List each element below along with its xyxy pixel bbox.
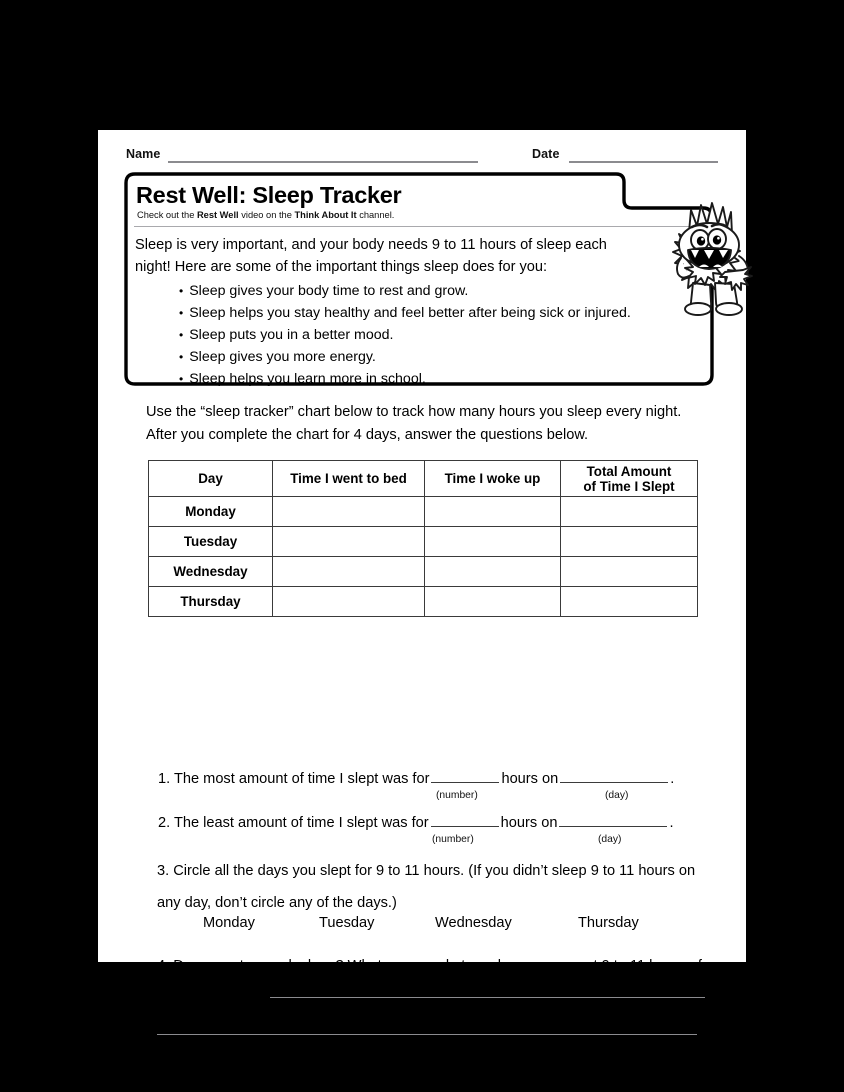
question-2-sublabels [158,835,674,849]
row-day-label: Wednesday [149,557,273,587]
cell-wakeup[interactable] [425,587,561,617]
cell-bedtime[interactable] [273,497,425,527]
q2-part1: 2. The least amount of time I slept was for [158,815,429,831]
subtitle-video-name: Rest Well [196,210,239,220]
list-item: • Sleep gives you more energy. [179,346,709,368]
row-day-label: Monday [149,497,273,527]
q1-day-blank[interactable] [560,782,668,783]
cell-bedtime[interactable] [273,527,425,557]
column-header-day: Day [149,461,273,497]
sleep-tracker-table [148,460,698,617]
q1-part3: . [670,771,675,787]
column-header-total-line2: of Time I Slept [583,478,675,494]
cell-bedtime[interactable] [273,587,425,617]
question-4-answer-line-1[interactable] [270,997,705,998]
worksheet-subtitle [137,210,394,220]
day-option-thursday[interactable]: Thursday [578,915,639,931]
cell-wakeup[interactable] [425,527,561,557]
table-header-row [149,461,698,497]
circle-day-options [203,915,703,937]
question-3-text: 3. Circle all the days you slept for 9 to 11 hours. (If you didn’t sleep 9 to 11 hours on any day, don’t circle any of the days.) [157,863,696,911]
day-option-tuesday[interactable]: Tuesday [319,915,375,931]
intro-callout-box [123,172,724,387]
cell-wakeup[interactable] [425,497,561,527]
q2-number-hint: (number) [432,834,474,845]
q1-part2: hours on [501,771,559,787]
row-day-label: Thursday [149,587,273,617]
name-label: Name [126,147,161,161]
column-header-total-line1: Total Amount [586,463,672,479]
worksheet-title: Rest Well: Sleep Tracker [136,182,402,208]
sleep-benefits-list [179,280,709,390]
q2-day-hint: (day) [598,834,622,845]
q1-number-blank[interactable] [431,782,499,783]
question-1-sublabels [158,791,674,805]
question-4 [157,950,705,1038]
list-item: • Sleep helps you stay healthy and feel better after being sick or injured. [179,302,709,324]
q1-part1: 1. The most amount of time I slept was for [158,771,430,787]
day-option-wednesday[interactable]: Wednesday [435,915,512,931]
cell-total[interactable] [561,557,698,587]
q2-part2: hours on [500,815,558,831]
fuzzy-monster-mascot-icon [655,198,759,318]
question-4-end-period: . [696,1022,701,1038]
row-day-label: Tuesday [149,527,273,557]
question-1-text [158,768,674,791]
list-item: • Sleep helps you learn more in school. [179,368,709,390]
worksheet-page [98,130,746,1038]
cell-total[interactable] [561,587,698,617]
callout-content [123,172,724,387]
question-4-answer-line-2[interactable] [157,1034,697,1035]
column-header-total [561,461,698,497]
callout-divider [134,226,701,227]
question-2 [158,812,674,849]
q1-day-hint: (day) [605,790,629,801]
subtitle-mid: video on the [238,210,295,220]
question-2-text [158,812,674,835]
column-header-wakeup: Time I woke up [425,461,561,497]
name-write-line[interactable] [168,161,478,163]
table-row [149,587,698,617]
table-row [149,497,698,527]
question-1 [158,768,674,805]
question-3 [157,855,702,931]
cell-wakeup[interactable] [425,557,561,587]
cell-total[interactable] [561,497,698,527]
q1-number-hint: (number) [436,790,478,801]
subtitle-channel-name: Think About It [294,210,357,220]
date-write-line[interactable] [569,161,718,163]
q2-day-blank[interactable] [559,826,667,827]
table-row [149,557,698,587]
day-option-monday[interactable]: Monday [203,915,255,931]
column-header-bedtime: Time I went to bed [273,461,425,497]
intro-paragraph: Sleep is very important, and your body needs 9 to 11 hours of sleep each night! Here are some of the important things sleep does for you: [135,237,607,275]
tracker-instructions: Use the “sleep tracker” chart below to track how many hours you sleep every night. After you complete the chart for 4 days, answer the questions below. [146,404,682,443]
list-item: • Sleep puts you in a better mood. [179,324,709,346]
cell-total[interactable] [561,527,698,557]
name-date-row [126,144,718,166]
subtitle-post: channel. [356,210,395,220]
cell-bedtime[interactable] [273,557,425,587]
list-item: • Sleep gives your body time to rest and grow. [179,280,709,302]
subtitle-pre: Check out the [137,210,197,220]
date-label: Date [532,147,560,161]
q2-part3: . [669,815,674,831]
table-row [149,527,698,557]
q2-number-blank[interactable] [431,826,499,827]
question-4-text: 4. Do you get enough sleep? What can you do to make sure you get 9 to 11 hours of sleep a night? [157,958,702,1006]
